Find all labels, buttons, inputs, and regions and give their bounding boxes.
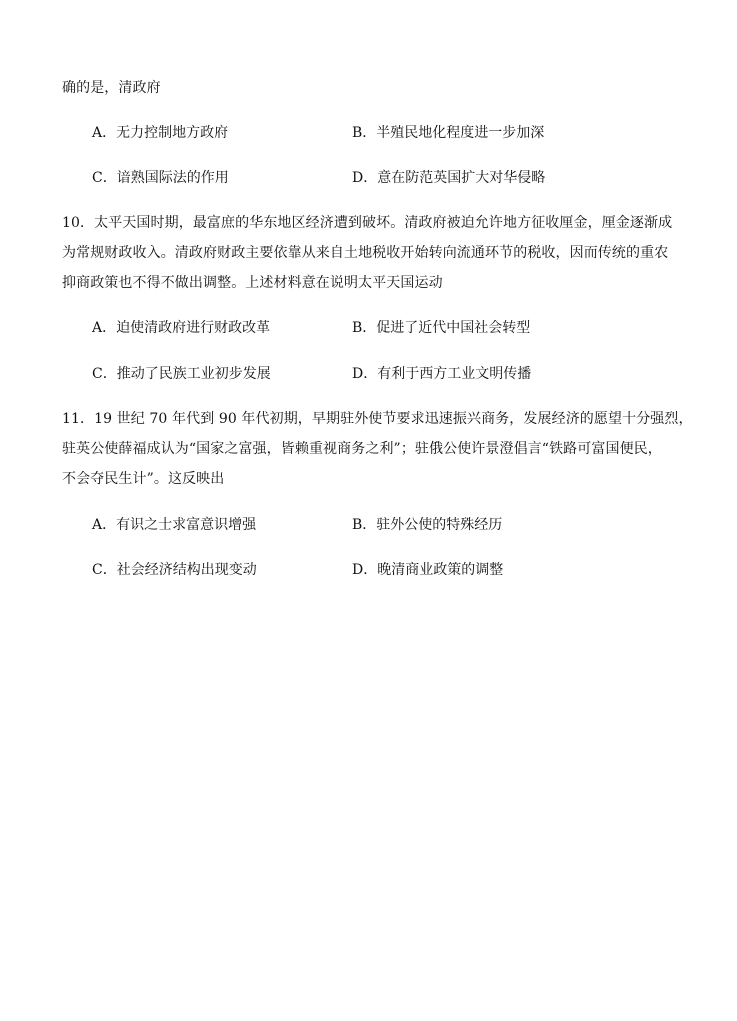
q10-option-d: D．有利于西方工业文明传播 — [352, 366, 532, 382]
q9-option-a: A．无力控制地方政府 — [92, 125, 229, 141]
q11-option-b: B．驻外公使的特殊经历 — [352, 517, 503, 533]
q11-stem-line-3: 不会夺民生计”。这反映出 — [62, 471, 225, 487]
q9-option-b: B．半殖民地化程度进一步加深 — [352, 125, 545, 141]
q9-stem-tail: 确的是，清政府 — [62, 80, 161, 96]
q10-stem-line-2: 为常规财政收入。清政府财政主要依靠从来自土地税收开始转向流通环节的税收，因而传统的重农 — [62, 245, 669, 261]
q11-option-a: A．有识之士求富意识增强 — [92, 517, 257, 533]
q10-stem-line-1: 10．太平天国时期，最富庶的华东地区经济遭到破坏。清政府被迫允许地方征收厘金，厘金逐渐成 — [62, 215, 673, 231]
q10-option-c: C．推动了民族工业初步发展 — [92, 366, 271, 382]
q11-stem-line-1: 11．19 世纪 70 年代到 90 年代初期，早期驻外使节要求迅速振兴商务，发展经济的愿望十分强烈， — [62, 411, 693, 427]
q10-option-b: B．促进了近代中国社会转型 — [352, 320, 531, 336]
q9-option-d: D．意在防范英国扩大对华侵略 — [352, 170, 546, 186]
q10-stem-line-3: 抑商政策也不得不做出调整。上述材料意在说明太平天国运动 — [62, 275, 443, 291]
q10-option-a: A．迫使清政府进行财政改革 — [92, 320, 271, 336]
q11-option-d: D．晚清商业政策的调整 — [352, 562, 504, 578]
q9-option-c: C．谙熟国际法的作用 — [92, 170, 229, 186]
q11-stem-line-2: 驻英公使薛福成认为“国家之富强，皆赖重视商务之利”；驻俄公使许景澄倡言“铁路可富国便民， — [62, 441, 662, 457]
q11-option-c: C．社会经济结构出现变动 — [92, 562, 257, 578]
